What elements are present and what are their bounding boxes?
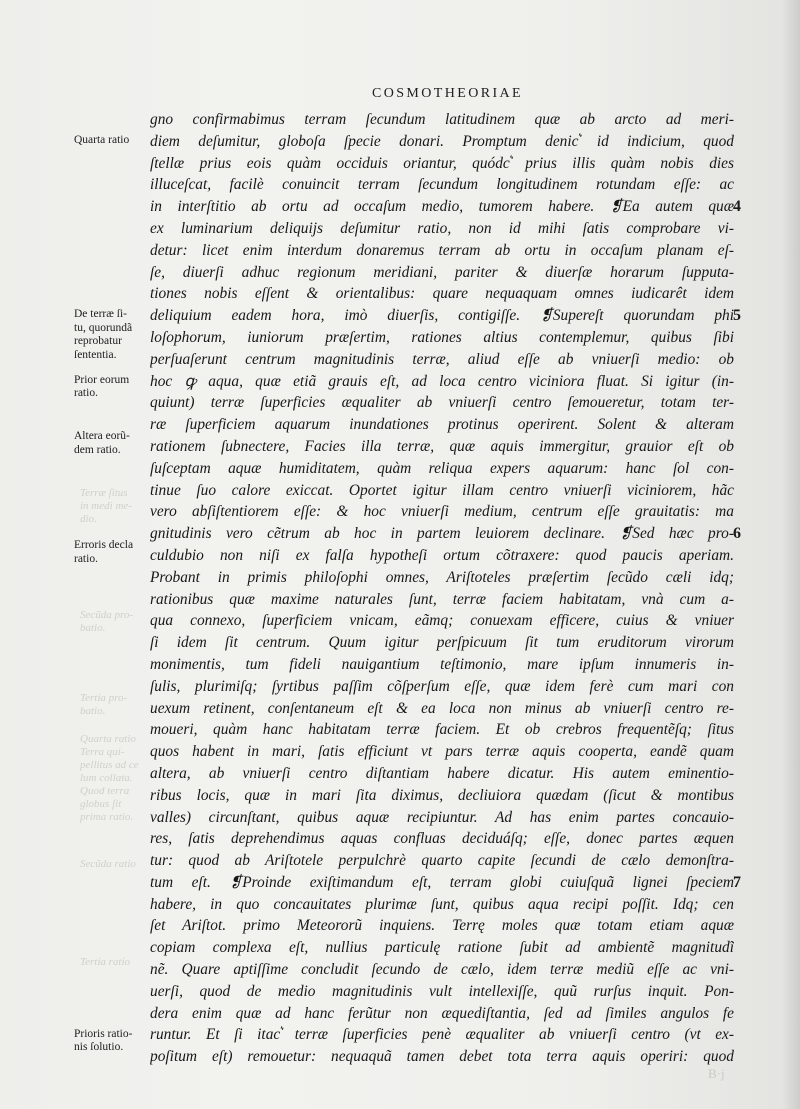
text-line: rationibus quæ maxime naturales ſunt, terræ faciem habitatam, vnà cum a- (150, 590, 734, 608)
text-line: diem deſumitur, globoſa ſpecie donari. Promptum denic͛ id indicium, quod (150, 132, 734, 150)
margin-note: Quarta ratio (74, 133, 130, 146)
show-through-note: Terræ ſitus in medi me- dio. (80, 486, 132, 525)
text-line: illuceſcat, facilè conuincit terram ſecundum longitudinem rotundam eſſe: ac (150, 176, 734, 194)
text-line: uexum retinent, conſentaneum eſt & ea loca non minus ab vniuerſi centro re- (150, 699, 734, 717)
text-line: habere, in quo concauitates plurimæ ſunt, quibus aqua recipi poſſit. Idq; cen (150, 895, 734, 913)
text-line: monimentis, tum fideli nauigantium teſtimonio, mare ipſum innumeris in- (150, 655, 734, 673)
text-line: ribus locis, quæ in mari ſita diximus, decliuiora quædam (ſicut & montibus (150, 786, 734, 804)
text-line: ræ ſuperficiem aquarum inundationes protinus operirent. Solent & alteram (150, 416, 734, 434)
margin-note: De terræ ſi- tu, quorundã reprobatur ſententia. (74, 308, 133, 361)
text-line: tum eſt. ❡Proinde exiſtimandum eſt, terram globi cuiuſquã lignei ſpeciem (150, 873, 734, 891)
text-line: gno confirmabimus terram ſecundum latitudinem quæ ab arcto ad meri- (150, 111, 734, 128)
text-line: hoc ꝙ aqua, quæ etiã grauis eſt, ad loca centro viciniora fluat. Si igitur (in- (150, 372, 734, 390)
text-line: ſuſceptam aquæ humiditatem, quàm reliqua expers aquarum: hanc ſol con- (150, 459, 734, 477)
section-number: 5 (733, 307, 741, 325)
text-line: tiones nobis eſſent & orientalibus: quare nequaquam omnes iudicarêt idem (150, 285, 734, 303)
margin-note: Altera eorũ- dem ratio. (74, 430, 130, 456)
text-line: qua connexo, ſuperficiem vnicam, eãmq; conuexam efficere, cuius & vniuer (150, 612, 734, 630)
text-line: quiunt) terræ ſuperficies æqualiter ab vniuerſi centro ſemoueretur, totam ter- (150, 394, 734, 412)
section-number: 4 (733, 198, 741, 216)
text-line: tur: quod ab Ariſtotele perpulchrè quarto capite ſecundi de cælo demonſtra- (150, 852, 734, 870)
text-line: ſulis, plurimiſq; ſyrtibus paſſim cõſperſum eſſe, quæ idem ferè cum mari con (150, 677, 734, 695)
text-line: deliquium eadem hora, imò diuerſis, contigiſſe. ❡Supereſt quorundam phi (150, 307, 734, 325)
running-head: COSMOTHEORIAE (372, 86, 523, 101)
text-line: ſet Ariſtot. primo Meteororũ inquiens. Terrę moles quæ totam etiam aquæ (150, 917, 734, 935)
text-line: res, ſatis deprehendimus aquas confluas deciduáſq; eſſe, donec partes æquen (150, 830, 734, 848)
text-line: vero abſiſtentiorem eſſe: & hoc vniuerſi medium, centrum eſſe grauitatis: ma (150, 503, 734, 521)
text-line: altera, ab vniuerſi centro diſtantiam habere dicatur. His autem eminentio- (150, 764, 734, 782)
text-line: ſi idem ſit centrum. Quum igitur perſpicuum ſit tum eruditorum virorum (150, 634, 734, 652)
text-line: runtur. Et ſi itac͛ terræ ſuperficies penè æqualiter ab vniuerſi centro (vt ex- (150, 1026, 734, 1044)
margin-note: Prior eorum ratio. (74, 373, 130, 400)
text-line: rationem ſubnectere, Facies illa terræ, quæ aquis immergitur, grauior eſt ob (150, 437, 734, 455)
text-line: ſe, diuerſi adhuc regionum meridiani, pariter & diuerſæ horarum ſupputa- (150, 263, 734, 281)
section-number: 6 (733, 525, 741, 543)
margin-note: Prioris ratio- nis ſolutio. (74, 1027, 133, 1054)
text-line: moueri, quàm hanc habitatam terræ faciem. Et ob crebros frequentẽſq; ſitus (150, 721, 734, 739)
signature-mark: B·j (708, 1066, 725, 1081)
text-line: nẽ. Quare aptiſſime concludit ſecundo de cælo, idem terræ mediũ eſſe ac vni- (150, 961, 734, 979)
text-line: valles) circunſtant, quibus aquæ recipiuntur. Ad has enim partes concauio- (150, 808, 734, 826)
text-line: gnitudinis vero cẽtrum ab hoc in partem leuiorem declinare. ❡Sed hæc pro- (150, 525, 734, 543)
section-number: 7 (733, 874, 741, 891)
text-line: copiam complexa eſt, nullius particulę ratione ſubit ad ambientẽ magnitudĩ (150, 939, 734, 957)
text-line: dera enim quæ ad hanc ferũtur non æquediſtantia, ſed ad ſimiles angulos fe (150, 1004, 734, 1022)
show-through-note: Quarta ratio Terra qui- pellitus ad ce lum collata. Quod terra globus ſit prima ratio. (80, 733, 139, 824)
show-through-note: Tertia pro- batio. (80, 691, 128, 717)
text-line: ſtellæ prius eois quàm occiduis oriantur, quódc͛ prius illis quàm nobis dies (150, 154, 734, 172)
page-edge-shadow (782, 0, 800, 1109)
show-through-note: Secũda ratio (80, 857, 136, 870)
text-line: quos habent in mari, ſatis efficiunt vt pars terræ aquis cooperta, eandẽ quam (150, 743, 734, 761)
text-line: Probant in primis philoſophi omnes, Ariſtoteles præſertim ſecũdo cæli idq; (150, 568, 734, 586)
text-line: uerſi, quod de medio magnitudinis vult intellexiſſe, quũ rurſus inquit. Pon- (150, 982, 734, 1000)
text-line: loſophorum, iuniorum præſertim, rationes altius contemplemur, quibus ſibi (150, 328, 734, 346)
text-line: perſuaſerunt centrum magnitudinis terræ, aliud eſſe ab vniuerſi medio: ob (150, 350, 734, 368)
text-line: culdubio non niſi ex falſa hypotheſi ortum cõtraxere: quod paucis aperiam. (150, 546, 734, 564)
body-text (150, 109, 734, 1068)
show-through-note: Secũda pro- batio. (80, 609, 134, 635)
show-through-note: Tertia ratio (80, 955, 131, 968)
text-line: poſitum eſt) remouetur: nequaquã tamen debet tota terra aquis operiri: quod (150, 1048, 734, 1066)
text-line: detur: licet enim interdum donaremus terram ab ortu in occaſum planam eſ- (150, 241, 734, 259)
text-line: tinue ſuo calore exiccat. Oportet igitur illam centro vniuerſi viciniorem, hãc (150, 481, 734, 499)
text-line: in interſtitio ab ortu ad occaſum medio, tumorem habere. ❡Ea autem quæ (150, 198, 734, 216)
text-line: ex luminarium deliquijs deſumitur ratio, non id mihi ſatis comprobare vi- (150, 219, 734, 237)
margin-note: Erroris decla ratio. (74, 539, 134, 565)
